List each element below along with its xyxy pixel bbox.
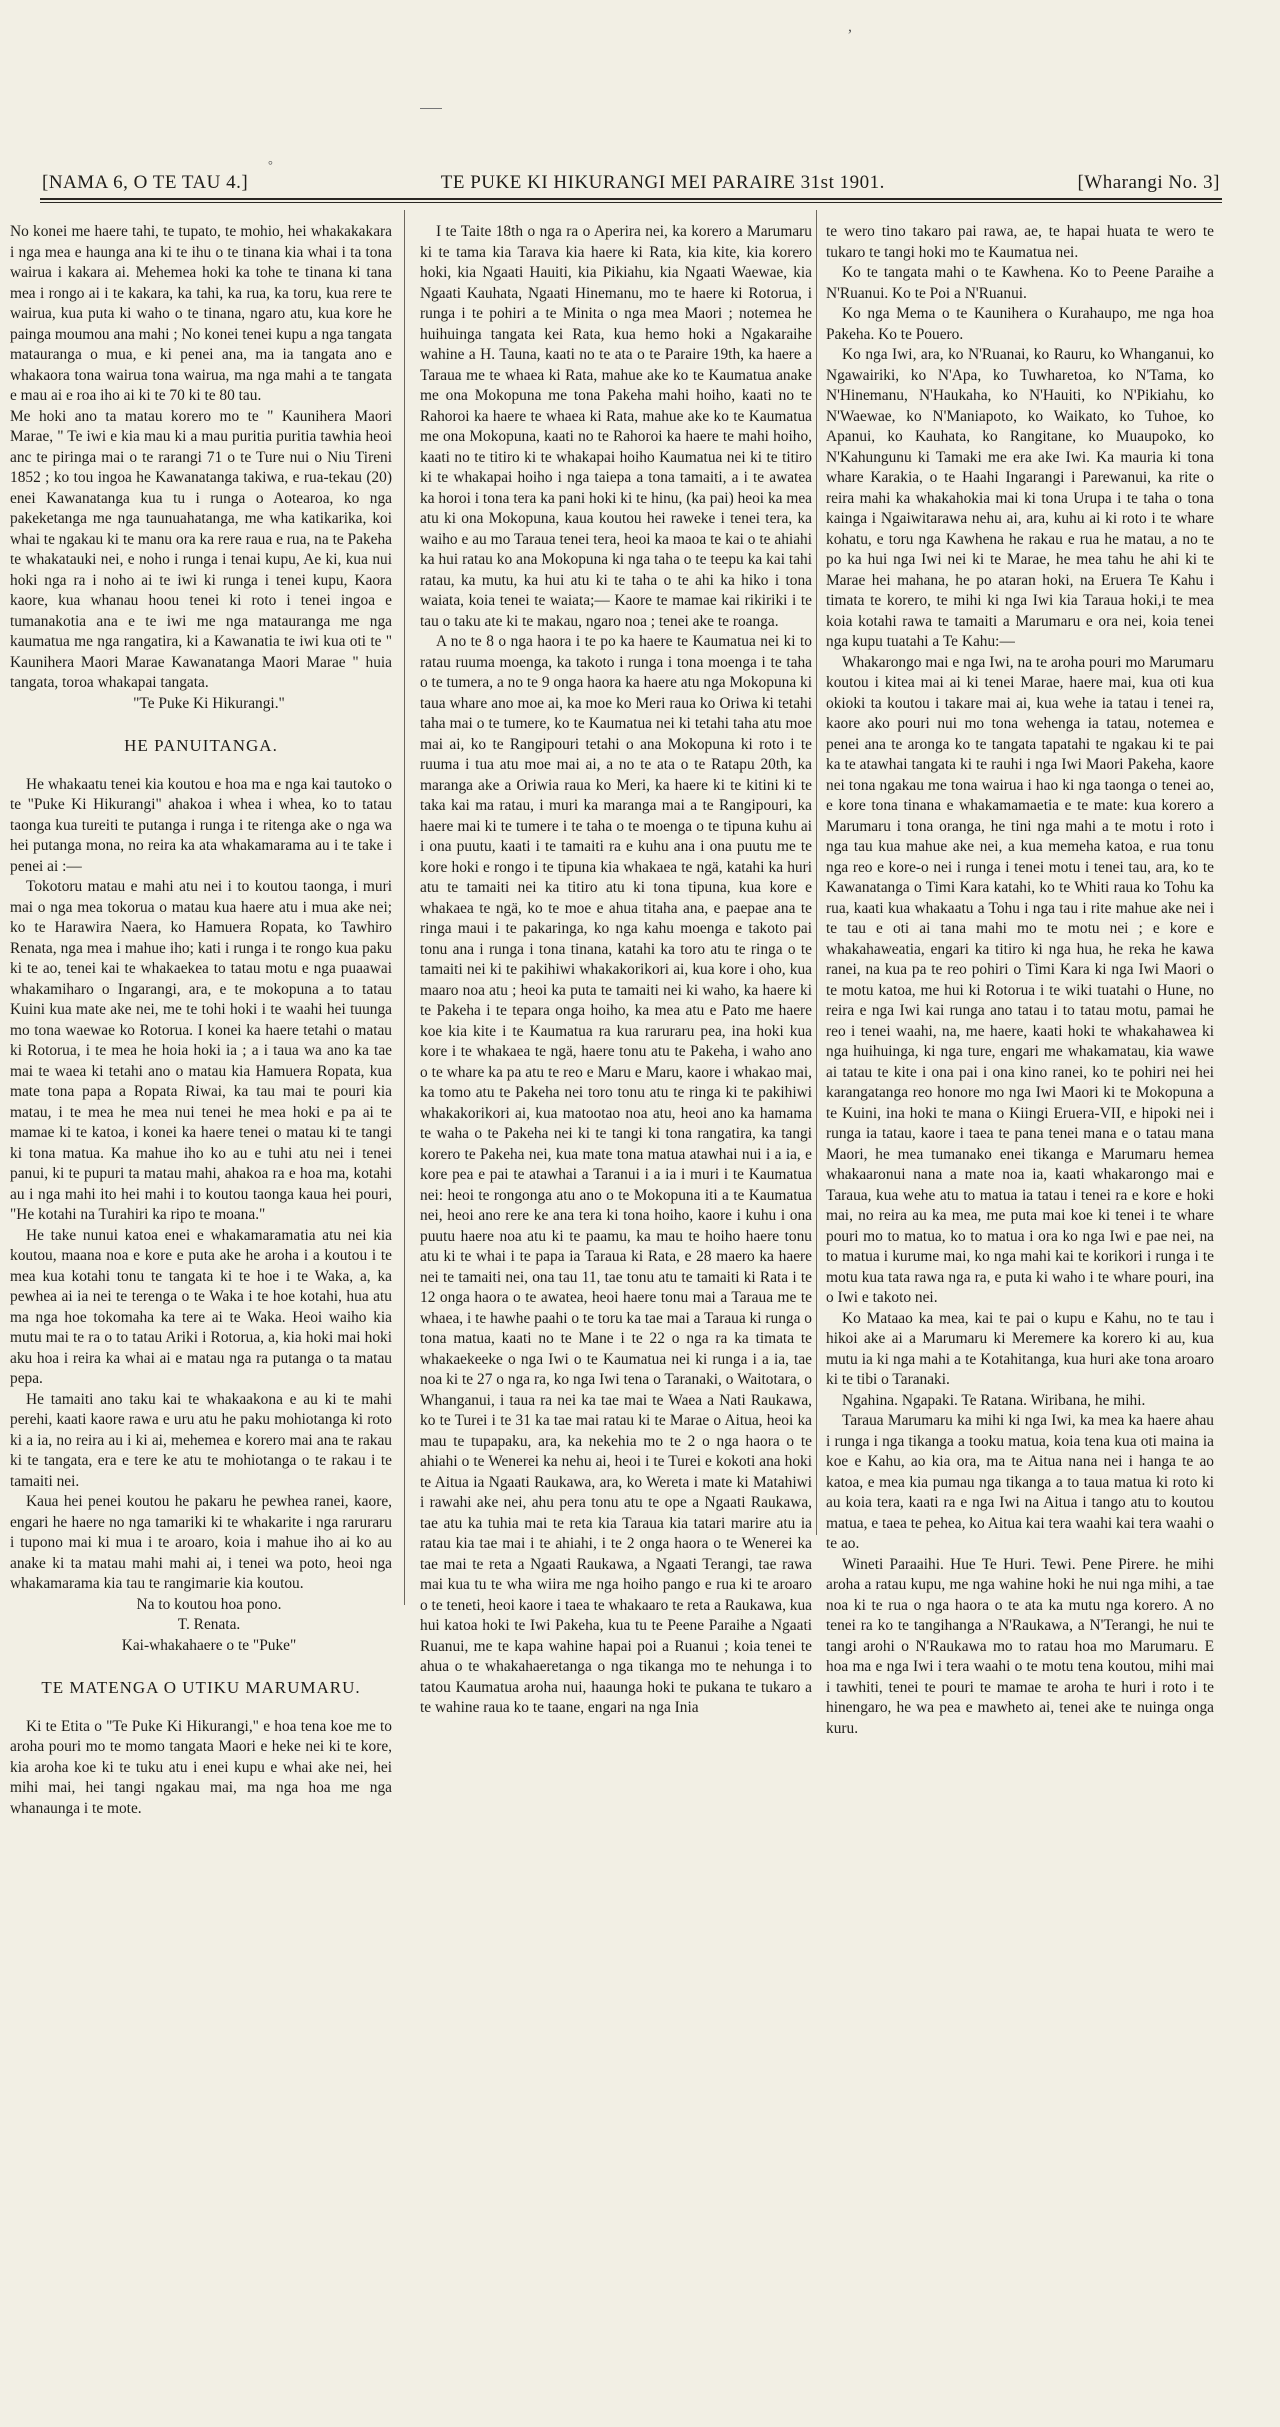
newspaper-title-date: TE PUKE KI HIKURANGI MEI PARAIRE 31st 1901. bbox=[440, 172, 885, 193]
article-paragraph: Wineti Paraaihi. Hue Te Huri. Tewi. Pene Pirere. he mihi aroha a ratau kupu, me nga wahine hoki he nui nga mihi, a tae noa ki te rua o nga haora o te ata ka mutu nga korero. A no tenei ra ko te tangihanga a N'Raukawa, a N'Terangi, he nui te tangi arohi o N'Raukawa mo to ratau hoa mo Marumaru. E hoa ma e nga Iwi i tera waahi o te motu tena koutou, mihi mai i tawhiti, tenei te pouri te mamae te aroha te huri i roto i te hinengaro, he wa pea e mawheto ai, tenei ake te nuinga onga kuru. bbox=[826, 1555, 1214, 1737]
article-paragraph: Kaua hei penei koutou he pakaru he pewhea ranei, kaore, engari he haere no nga tamariki ki te whakarite i nga raruraru i tupono mai ki mua i te aroaro, koia i mahue iho ai ko au anake ki ta matau mahi mahi ai, i tenei wa poto, heoi nga whakamarama kia tau te rangimarie kia koutou. bbox=[10, 1493, 392, 1592]
column-3 bbox=[826, 222, 1214, 1739]
article-paragraph: Ko nga Mema o te Kaunihera o Kurahaupo, me nga hoa Pakeha. Ko te Pouero. bbox=[826, 305, 1214, 343]
article-paragraph: A no te 8 o nga haora i te po ka haere te Kaumatua nei ki to ratau ruuma moenga, ka takoto i runga i tona moenga i te taha o te tumera, a no te 9 onga haora ka haere atu nga Mokopuna ki taua whare ano moe ai, ka moe ko Meri raua ko Oriwa ki tetahi taha mai o te tumere, ko te Kaumatua nei ki tetahi taha atu moe mai ai, ko te Rangipouri tetahi o ana Mokopuna ki roto i te ruuma i tua atu moe mai ai, a no te ata o te Ratapu 20th, ka maranga ake a Oriwia raua ko Meri, ka haere ki te kitini ki te taka kai ma ratau, i muri ka maranga mai a te Rangipouri, ka haere mai ki te tumere i te taha o te moenga o te tipuna kuhu ai i ona puutu, kaati i te tamaiti ra e kuhu ana i ona puutu me te kore hoki e rongo i te tipuna kia whakaea te ngä, katahi ka huri atu te tamaiti nei ka titiro atu ki tona tipuna, kua kore e whakaea te ngä, ko te moe e ahua titaha ana, e paepae ana te ringa maui i te pakaringa, ko nga kahu moenga e takoto pai tonu ana i runga i tona tinana, katahi ka toro atu te ringa o te tamaiti nei ki te pakihiwi whakakorikori ai, kua kore i oho, kua maaro noa atu ; heoi ka puta te tamaiti nei ki waho, ka haere ki te Pakeha i te tepara onga hoiho, ka mea atu e Pato me haere koe kia kite i te Kaumatua ra kua raruraru pea, ina hoki kua kore i te whakaea te ngä, haere tonu atu te Pakeha, i waho ano o te whare ka pa atu te reo e Maru e Maru, kaore i whakao mai, ka tomo atu te Pakeha nei toro tonu atu te ringa ki te pakihiwi whakakorikori ai, kua matootao noa atu, heoi ano ka hamama te waha o te Pakeha nei ki te tangi ki tona rangatira, ka tangi korero te Pakeha nei, kua mate tona matua atawhai nui i a ia, e kore pea e pai te atawhai a Taranui i a ia i muri i te Kaumatua nei: heoi te rongonga atu ano o te Mokopuna iti a te Kaumatua nei, heoi ano rere ke ana tera ki tona hoiho, kaore i kuhu i ona puutu haere noa atu ki te paamu, ka mau te hoiho haere tonu atu ki te whai i te papa ia Taraua ki Rata, e 28 maero ka haere nei te tamaiti nei, ona tau 11, tae tonu atu te tamaiti ki Rata i te 12 onga haora o te awatea, heoi haere tonu mai a Taraua me te whaea, i te hawhe paahi o te toru ka tae mai a Taraua ki runga o tona matua, kaati no te Mane i te 22 o nga ra ka timata te whakaekeeke o nga Iwi o te Kaumatua nei ki runga i a ia, tae noa ki te 27 o nga ra, ko nga Iwi tena o Taranaki, o Waitotara, o Whanganui, i taua ra nei ka tae mai te Waea a Nati Raukawa, ko te Turei i te 31 ka tae mai ratau ki te Marae o Aitua, heoi ka mau te tupapaku, ara, ka nekehia mo te 2 o nga haora o te ahiahi o te Wenerei ka nehu ai, heoi i te Turei e kokoti ana hoki te Aitua ia Ngaati Raukawa, ara, ko Wereta i mate ki Matahiwi i rawahi ake nei, ahu pera tonu atu te ope a Ngaati Raukawa, tae atu ka tuhia mai te reta kia Taraua kia tatari marire atu ia ratau kia tae mai i te ahiahi, i te 2 onga haora o te Wenerei ka tae mai te reta a Ngaati Raukawa, a Ngaati Terangi, tae rawa mai kua tu te wha wiira me nga hoiho pango e rua ki te aroaro o te teneti, heoi kaore i taea te whakaaro te reta a Raukawa, kua hui katoa hoki te Iwi Pakeha, kua tu te Peene Paraihe a Ngaati Ruanui, me te kapa wahine hapai poi a Ruanui ; koia tenei te ahua o te whakahaeretanga o nga tikanga mo te nehunga i to tatou Kaumatua aroha nui, haaunga hoki te pukana te tukaro a te wahine raua ko te taane, engari na nga Inia bbox=[420, 633, 812, 1716]
signature: T. Renata. bbox=[177, 1616, 241, 1633]
column-1 bbox=[10, 222, 392, 1819]
signature-title: Kai-whakahaere o te "Puke" bbox=[121, 1636, 297, 1654]
article-paragraph: Ki te Etita o "Te Puke Ki Hikurangi," e hoa tena koe me to aroha pouri mo te momo tangata Maori e heke nei ki te kore, kia aroha koe ki te tuku atu i enei kupu e whai ake nei, hei mihi mai, hei tangi ngakau mai, ma nga hoa me nga whanaunga i te mote. bbox=[10, 1717, 392, 1817]
article-paragraph: Ngahina. Ngapaki. Te Ratana. Wiribana, he mihi. bbox=[842, 1391, 1146, 1409]
column-2 bbox=[420, 222, 812, 1719]
ink-mark bbox=[420, 108, 442, 109]
section-heading-panuitanga: HE PANUITANGA. bbox=[124, 736, 278, 755]
article-paragraph: Whakarongo mai e nga Iwi, na te aroha pouri mo Marumaru koutou i kitea mai ai ki tenei Marae, haere mai, kua oti kua okioki ta koutou i takare mai ai, kua wehe ia tatau i tenei ra, kaore ako pouri nui mo tona wehenga ia tatau, notemea e penei ana te aronga ko te tangata tapatahi te ngakau ki te pai ka te atawhai tangata ki te rauhi i nga Iwi Maori Pakeha, kaore nei tona ngakau me tona wairua i hao ki nga taonga o tenei ao, e kore tona tinana e whakamamaetia e te mate: kua korero a Marumaru i tona oranga, he tini nga mahi a te motu i roto i nga tau kua mahue ake nei, a kua memeha katoa, e rua tonu nga reo e kore-o nei i runga i tenei motu i tenei tau, ara, ko te Kawanatanga o Timi Kara katahi, ko te Whiti raua ko Tohu ka rua, kaati kua whakaatu a Tohu i nga tau i rite mahue ake nei i te tau e oti ai tana mahi mo te motu nei ; e kore e whakahaweatia, engari ka titiro ki nga hua, he reka he kawa ranei, na kua pa te reo pohiri o Timi Kara ki nga Iwi Maori o te motu katoa, me hui ki Rotorua i te wiki tuatahi o Hune, no reira e nga Iwi kai runga ano tatau i to tatau motu, pamai he reo i tenei waahi, na, me haere, kaati hoki te whakahawea ki nga huihuinga, ki nga ture, engari me whakamatau, kia wawe ai tatau te kite i ona pai i ona kino ranei, ko te pohiri nei hei karangatanga reo honore mo nga Iwi Maori ki te Mokopuna a te Kuini, ina hoki te mana o Kiingi Eruera-VII, e hipoki nei i runga ia tatau, kaore i taea te pana tenei mana e o tatau mana Maori, he mea tumanako enei tikanga e Marumaru hemea whakaaronui nana a mate noa ia, kaati whakarongo mai e Taraua, kua wehe atu to matua ia tatau i tenei ra e kore e hoki mai, no reira au ka mea, me puta mai koe ki tenei i te whare pouri mo to matua, ko to matua i ora ko nga Iwi e pae nei, na to matua i kurume mai, ko nga mahi kai te korikori i runga i te motu kua tata rawa nga ra, e puta ki waho i te whare pouri, ina o Iwi e takoto nei. bbox=[826, 653, 1214, 1306]
column-divider bbox=[816, 210, 817, 1535]
article-paragraph: te wero tino takaro pai rawa, ae, te hapai huata te wero te tukaro te tangi hoki mo te Kaumatua nei. bbox=[826, 223, 1214, 261]
article-paragraph: Tokotoru matau e mahi atu nei i to koutou taonga, i muri mai o nga mea tokorua o matau kua haere atu i mua ake nei; ko te Harawira Naera, ko Hamuera Ropata, ko Tawhiro Renata, nga mea i mahue iho; kati i runga i te rongo kua paku ki te ao, tenei kai te whakaekea to tatau motu e nga puaawai whakamiharo o Ingarangi, ara, e te mokopuna a to tatau Kuini kua mate ake nei, me te tohi hoki i te waahi hei tuunga mo tona waewae ko Rotorua. I konei ka haere tetahi o matau ki Rotorua, i te mea he hoia hoki ia ; a i taua wa ano ka tae mai te waea ki tetahi ano o matau kia Hamuera Ropata, kua mate tona papa a Ropata Riwai, ka tau mai te pouri kia matau, i te mea he mea nui tenei he mea hoki e pa ai te mamae ki te katoa, i konei ka haere tenei o matau ki te tangi ki tona matua. Ka mahue iho ko au e tuhi atu nei i tenei panui, ki te pupuri ta matau mahi, ahakoa ra e hoa ma, kotahi au i nga mahi ito hei mahi i to koutou taonga kaua hei pouri, "He kotahi na Turahiri ka ripo te moana." bbox=[10, 878, 392, 1223]
article-paragraph: He whakaatu tenei kia koutou e hoa ma e nga kai tautoko o te "Puke Ki Hikurangi" ahakoa i whea i whea, ko to tatau taonga kua tureiti te putanga i runga i te ritenga ake o nga wa hei putanga mona, no reira ka ata whakamarama au i te take i penei ai :— bbox=[10, 775, 392, 875]
article-paragraph: Ko Mataao ka mea, kai te pai o kupu e Kahu, no te tau i hikoi ake ai a Marumaru ki Meremere ka korero ki au, kua mutu ia ki nga mahi a te Kotahitanga, kua huri ake tona aroaro ki te tibi o Taranaki. bbox=[826, 1309, 1214, 1388]
article-paragraph: No konei me haere tahi, te tupato, te mohio, hei whakakakara i nga mea e haunga ana ki te ihu o te tinana kia whai i ta tona wairua i kakara ai. Mehemea hoki ka tohe te tinana ki tana mea i rongo ai i te kakara, ka tahi, ka rua, ka toru, kua rere te wairua, kua puta ki waho o te tinana, ngaro atu, kua kore he painga moumou ana mahi ; No konei tenei kupu a nga tangata matauranga o mua, e ki penei ana, ma ia tangata ano e whakaora tona wairua tona wairua, ma nga mahi a te tangata e mau ai e roa iho ai ki te 70 ki te 80 tau. bbox=[10, 223, 392, 404]
issue-number: [NAMA 6, O TE TAU 4.] bbox=[42, 172, 249, 193]
page-number: [Wharangi No. 3] bbox=[1077, 172, 1220, 193]
closing-line: Na to koutou hoa pono. bbox=[136, 1595, 282, 1613]
header-rule bbox=[40, 198, 1222, 200]
article-paragraph: Me hoki ano ta matau korero mo te " Kaunihera Maori Marae, " Te iwi e kia mau ki a mau puritia puritia tawhia heoi anc te piringa mai o te rarangi 71 o te Ture nui o Niu Tireni 1852 ; ko tou ingoa he Kawanatanga takiwa, e rua-tekau (20) enei Kawanatanga kua tu i runga o Aotearoa, ko nga pakeketanga me nga taunuahatanga, me wha katikarika, koi whai te ngakau ki te manu ora ka rere raua e rua, na te Pakeha te whakatauki nei, e noho i runga i tenai kupu, Ae ki, kua nui hoki nga ra i noho ai te iwi ki runga i tenei kupu, Kaora kaore, kua whanau hoou tenei ki roto i tenei ingoa e tumanakotia ana e te iwi me nga matauranga me nga kaumatua me nga rangatira, ki a Kawanatia te iwi kua oti te " Kaunihera Maori Marae Kawanatanga Maori Marae " huia tangata, toroa whakapai tangata. bbox=[10, 407, 392, 691]
page-header bbox=[42, 168, 1220, 194]
article-paragraph: He take nunui katoa enei e whakamaramatia atu nei kia koutou, maana noa e kore e puta ake he aroha i a koutou i te mea kua kotahi tonu te tangata ki te hoe i te Waka, a, ka pewhea ai ia nei te terenga o te Waka i te hoe kotahi, hua atu ma nga hoe tokomaha ka tere ai te Waka. Heoi waiho kia mutu mai te ra o to tatau Ariki i Rotorua, a, kia hoki mai hoki aku hoa i reira ka whai ai e matau nga ra putanga o ta matau pepa. bbox=[10, 1226, 392, 1387]
column-divider bbox=[404, 210, 405, 1605]
article-paragraph: He tamaiti ano taku kai te whakaakona e au ki te mahi perehi, kaati kaore rawa e uru atu he paku mohiotanga ki roto ki a ia, no reira au i ki ai, mehemea e korero mai ana te rakau ki te tangata, era e tere ke atu te mohiotanga o te rakau i te tamaiti nei. bbox=[10, 1390, 392, 1490]
ink-speck: ° bbox=[268, 158, 273, 172]
signature: "Te Puke Ki Hikurangi." bbox=[133, 694, 285, 712]
article-paragraph: Ko nga Iwi, ara, ko N'Ruanai, ko Rauru, ko Whanganui, ko Ngawairiki, ko N'Apa, ko Tuwharetoa, ko N'Tama, ko N'Hinemanu, N'Haukaha, ko N'Hauiti, ko N'Pikiahu, ko N'Waewae, ko N'Maniapoto, ko Waikato, ko Tuhoe, ko Apanui, ko Kauhata, ko Rangitane, ko Muaupoko, ko N'Kahungunu ki Tamaki me era ake Iwi. Ka mauria ki tona whare Karakia, o te Haahi Ingarangi i Parewanui, ka rite o reira mahi ka whakahokia mai ki tona Urupa i te taha o tona kainga i Ngaiwitarawa nehu ai, ara, kuhu ai ki roto i te whare kohatu, e toru nga Kawhena he rakau e rua he matau, a no te po ka hui nga Iwi nei ki te Marae, he mea tahu he ahi ki te Marae hei mahana, he po ataran hoki, na Eruera Te Kahu i timata te korero, te mihi ki nga Iwi kia Taraua hoki,i te mea koia kotahi rawa te tamaiti a Marumaru e ora nei, koia tenei nga kupu tuatahi a Te Kahu:— bbox=[826, 346, 1214, 650]
article-paragraph: I te Taite 18th o nga ra o Aperira nei, ka korero a Marumaru ki te tama kia Tarava kia haere ki Rata, kia kite, kia korero hoki, kia Ngaati Hauiti, kia Pikiahu, kia Ngaati Waewae, kia Ngaati Kauhata, Ngaati Hinemanu, mo te haere ki Rotorua, i runga i te pohiri a te Minita o nga mea Maori ; notemea he huihuinga tangata kei Rata, kua hemo hoki a Ngakaraihe wahine a H. Tauna, kaati no te ata o te Paraire 19th, ka haere a Taraua me te whaea ki Rata, mahue ake ko te Kaumatua anake me ona Mokopuna me tona Pakeha mahi hoiho, kaati no te Rahoroi ka haere te whaea ki Rata, mahue ake ko te Kaumatua me ona Mokopuna, kaati no te Rahoroi ka haere te mahi hoiho, kaati no te titiro ki te whakapai hoiho Kaumatua nei ki te titiro ki te whakapai hoiho i nga taiepa a tona tamaiti, a i te awatea ka horoi i tona tera ka pani hoki ki te hinu, (ka pai) heoi ka mea atu ki ona Mokopuna, kaua koutou hei raweke i tenei tera, ka waiho e au mo Taraua tenei tera, heoi ka maoa te kai o te ahiahi ka hui ratau ko ana Mokopuna ki nga taha o te teepu ka kai tahi ratau, ka mutu, ka hui atu ki te taha o te ahi ka hiko i tona waiata, koia tenei te waiata;— Kaore te mamae kai rikiriki i te tau o taku ate ki te makau, ngaro noa ; tenei ake te roanga. bbox=[420, 223, 812, 630]
section-heading-utiku-marumaru: TE MATENGA O UTIKU MARUMARU. bbox=[41, 1678, 361, 1697]
article-paragraph: Ko te tangata mahi o te Kawhena. Ko to Peene Paraihe a N'Ruanui. Ko te Poi a N'Ruanui. bbox=[826, 264, 1214, 302]
header-rule bbox=[40, 202, 1222, 203]
article-paragraph: Taraua Marumaru ka mihi ki nga Iwi, ka mea ka haere ahau i runga i nga tikanga a tooku matua, koia tena kua oti maina ia koe e Kahu, ao kia ora, ma te Aitua nana nei i hanga te ao katoa, e mea kia pumau nga tikanga a to taua matua ki roto ki au koia tera, kaati ra e nga Iwi na Aitua i tango atu to koutou matua, e taea te pehea, ko Aitua kai tera waahi kai tera waahi o te ao. bbox=[826, 1412, 1214, 1552]
ink-speck: , bbox=[848, 18, 852, 35]
